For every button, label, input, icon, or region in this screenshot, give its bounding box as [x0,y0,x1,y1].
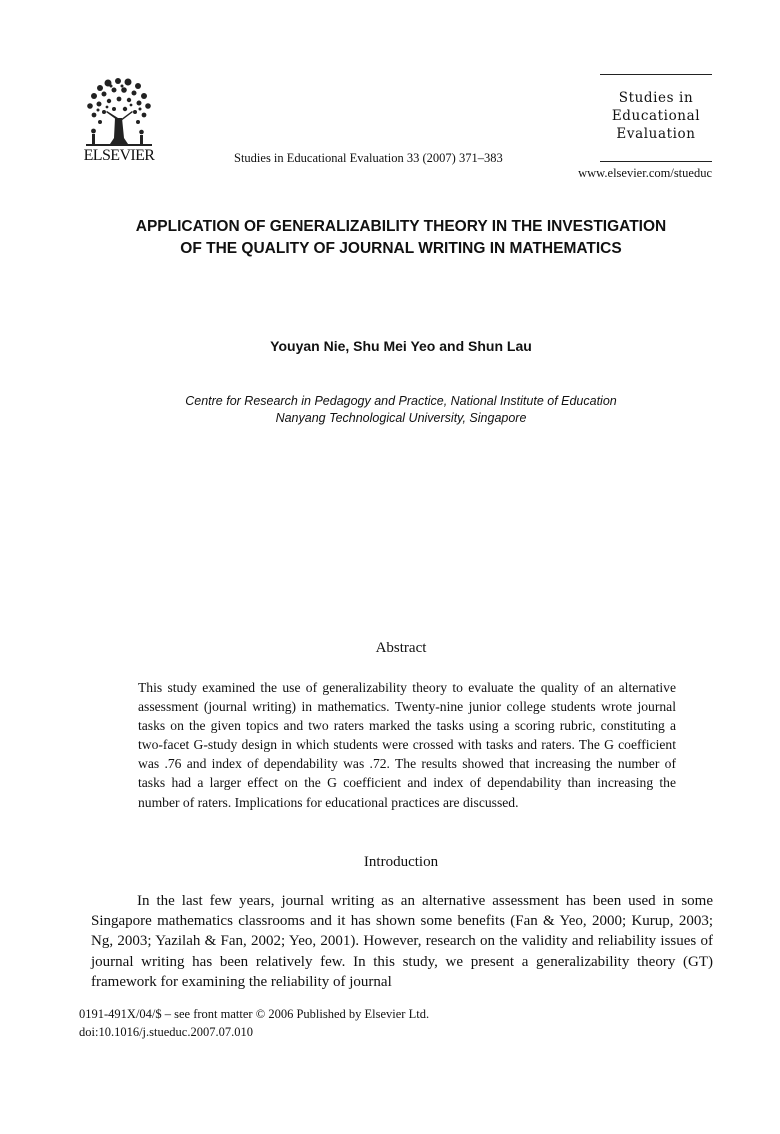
affiliation [130,393,672,426]
abstract-body: This study examined the use of generalizability theory to evaluate the quality of an alternative assessment (journal writing) in mathematics. Twenty-nine junior college students wrote journal tasks on the given topics and two raters marked the tasks using a scoring rubric, constituting a two-facet G-study design in which students were crossed with tasks and raters. The G coefficient was .76 and index of dependability was .72. The results showed that increasing the number of tasks had a larger effect on the G coefficient and index of dependability than increasing the number of raters. Implications for educational practices are discussed. [138,680,676,810]
journal-box-title: Studies in Educational Evaluation [611,90,701,142]
journal-citation: Studies in Educational Evaluation 33 (2007) 371–383 [234,151,503,165]
affiliation-line-1: Centre for Research in Pedagogy and Practice, National Institute of Education [185,394,617,408]
author-list: Youyan Nie, Shu Mei Yeo and Shun Lau [270,338,532,354]
introduction-body: In the last few years, journal writing as an alternative assessment has been used in some Singapore mathematics classrooms and it has shown some benefits (Fan & Yeo, 2000; Kurup, 2003; Ng, 2003; Yazilah & Fan, 2002; Yeo, 2001). However, research on the validity and reliability issues of journal writing has been relatively few. In this study, we present a generalizability theory (GT) framework for examining the reliability of journal [91,893,713,990]
introduction-heading: Introduction [363,854,439,870]
paper-title: APPLICATION OF GENERALIZABILITY THEORY IN THE INVESTIGATION OF THE QUALITY OF JOURNAL WRITING IN MATHEMATICS [135,218,667,257]
affiliation-line-2: Nanyang Technological University, Singapore [275,410,527,425]
journal-url-link[interactable]: www.elsevier.com/stueduc [578,166,712,180]
footer-front-matter: 0191-491X/04/$ – see front matter © 2006 Published by Elsevier Ltd. [79,1007,430,1021]
footer-doi[interactable]: doi:10.1016/j.stueduc.2007.07.010 [79,1025,253,1039]
abstract-heading: Abstract [375,640,427,656]
publisher-name: ELSEVIER [83,147,155,164]
journal-title-box [600,74,712,162]
